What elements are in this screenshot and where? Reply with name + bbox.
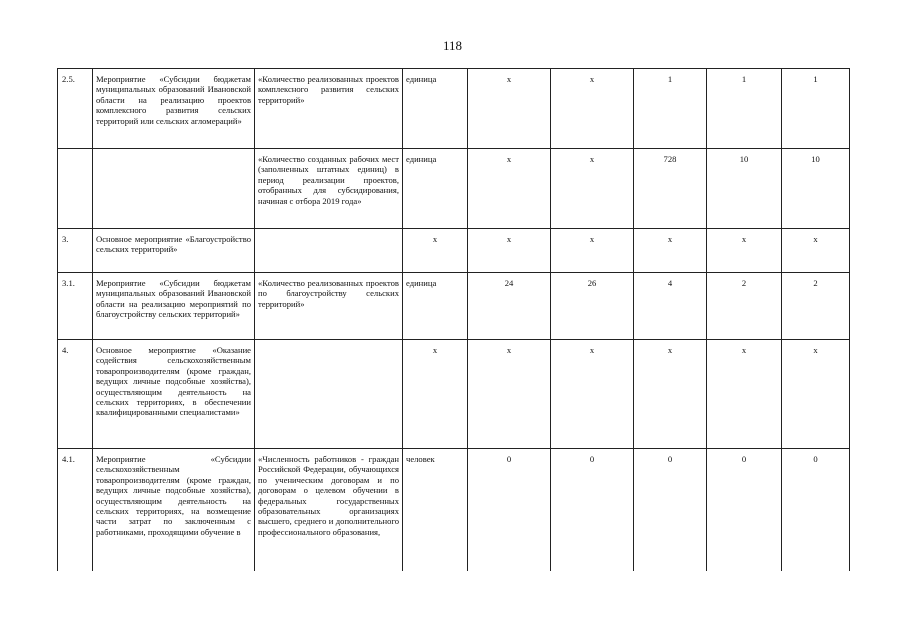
value-cell: 24 — [468, 273, 551, 340]
value-cell: x — [782, 340, 850, 449]
value-cell: 0 — [468, 449, 551, 571]
value-cell: 0 — [634, 449, 707, 571]
row-number — [58, 149, 93, 229]
value-cell: x — [634, 340, 707, 449]
value-cell: 0 — [782, 449, 850, 571]
row-number: 3.1. — [58, 273, 93, 340]
indicator-name: «Количество реализованных проектов по благоустройству сельских территорий» — [255, 273, 403, 340]
value-cell: x — [782, 229, 850, 273]
indicator-name: «Количество реализованных проектов комплексного развития сельских территорий» — [255, 69, 403, 149]
value-cell: x — [551, 69, 634, 149]
value-cell: 1 — [634, 69, 707, 149]
value-cell: 26 — [551, 273, 634, 340]
table-row — [58, 149, 850, 229]
unit: единица — [403, 69, 468, 149]
value-cell: 2 — [707, 273, 782, 340]
table-row — [58, 69, 850, 149]
table-row — [58, 229, 850, 273]
unit: единица — [403, 273, 468, 340]
value-cell: x — [468, 149, 551, 229]
indicator-name: «Количество созданных рабочих мест (заполненных штатных единиц) в период реализации проектов, отобранных для субсидирования, начиная с отбора 2019 года» — [255, 149, 403, 229]
row-number: 3. — [58, 229, 93, 273]
value-cell: 0 — [707, 449, 782, 571]
row-number: 2.5. — [58, 69, 93, 149]
value-cell: x — [468, 229, 551, 273]
value-cell: 1 — [782, 69, 850, 149]
value-cell: x — [551, 149, 634, 229]
value-cell: x — [707, 340, 782, 449]
value-cell: x — [468, 340, 551, 449]
value-cell: 728 — [634, 149, 707, 229]
indicators-table — [57, 68, 850, 571]
event-name — [93, 149, 255, 229]
value-cell: x — [551, 340, 634, 449]
value-cell: x — [468, 69, 551, 149]
table-row — [58, 273, 850, 340]
indicator-name: «Численность работников - граждан Российской Федерации, обучающихся по ученическим договорам и по договорам о целевом обучении в федеральных государственных образовательных организациях высшего, среднего и дополнительного профессионального образования, — [255, 449, 403, 571]
unit: x — [403, 229, 468, 273]
event-name: Основное мероприятие «Оказание содействия сельскохозяйственным товаропроизводителям (кроме граждан, ведущих личные подсобные хозяйства), осуществляющим деятельность на сельских территориях, в обеспечении квалифицированными специалистами» — [93, 340, 255, 449]
table-row — [58, 340, 850, 449]
unit: единица — [403, 149, 468, 229]
event-name: Мероприятие «Субсидии бюджетам муниципальных образований Ивановской области на реализацию мероприятий по благоустройству сельских территорий» — [93, 273, 255, 340]
indicator-name — [255, 340, 403, 449]
page-number: 118 — [442, 38, 463, 53]
value-cell: 10 — [707, 149, 782, 229]
value-cell: x — [707, 229, 782, 273]
value-cell: 1 — [707, 69, 782, 149]
value-cell: x — [634, 229, 707, 273]
unit: человек — [403, 449, 468, 571]
value-cell: 4 — [634, 273, 707, 340]
event-name: Мероприятие «Субсидии бюджетам муниципальных образований Ивановской области на реализацию проектов комплексного развития сельских территорий или сельских агломераций» — [93, 69, 255, 149]
row-number: 4.1. — [58, 449, 93, 571]
value-cell: 2 — [782, 273, 850, 340]
table-row — [58, 449, 850, 571]
indicator-name — [255, 229, 403, 273]
value-cell: 10 — [782, 149, 850, 229]
row-number: 4. — [58, 340, 93, 449]
unit: x — [403, 340, 468, 449]
value-cell: x — [551, 229, 634, 273]
event-name: Основное мероприятие «Благоустройство сельских территорий» — [93, 229, 255, 273]
event-name: Мероприятие «Субсидии сельскохозяйственным товаропроизводителям (кроме граждан, ведущих личные подсобные хозяйства), осуществляющим деятельность на сельских территориях, на возмещение части затрат по заключенным с работниками, проходящими обучение в — [93, 449, 255, 571]
value-cell: 0 — [551, 449, 634, 571]
